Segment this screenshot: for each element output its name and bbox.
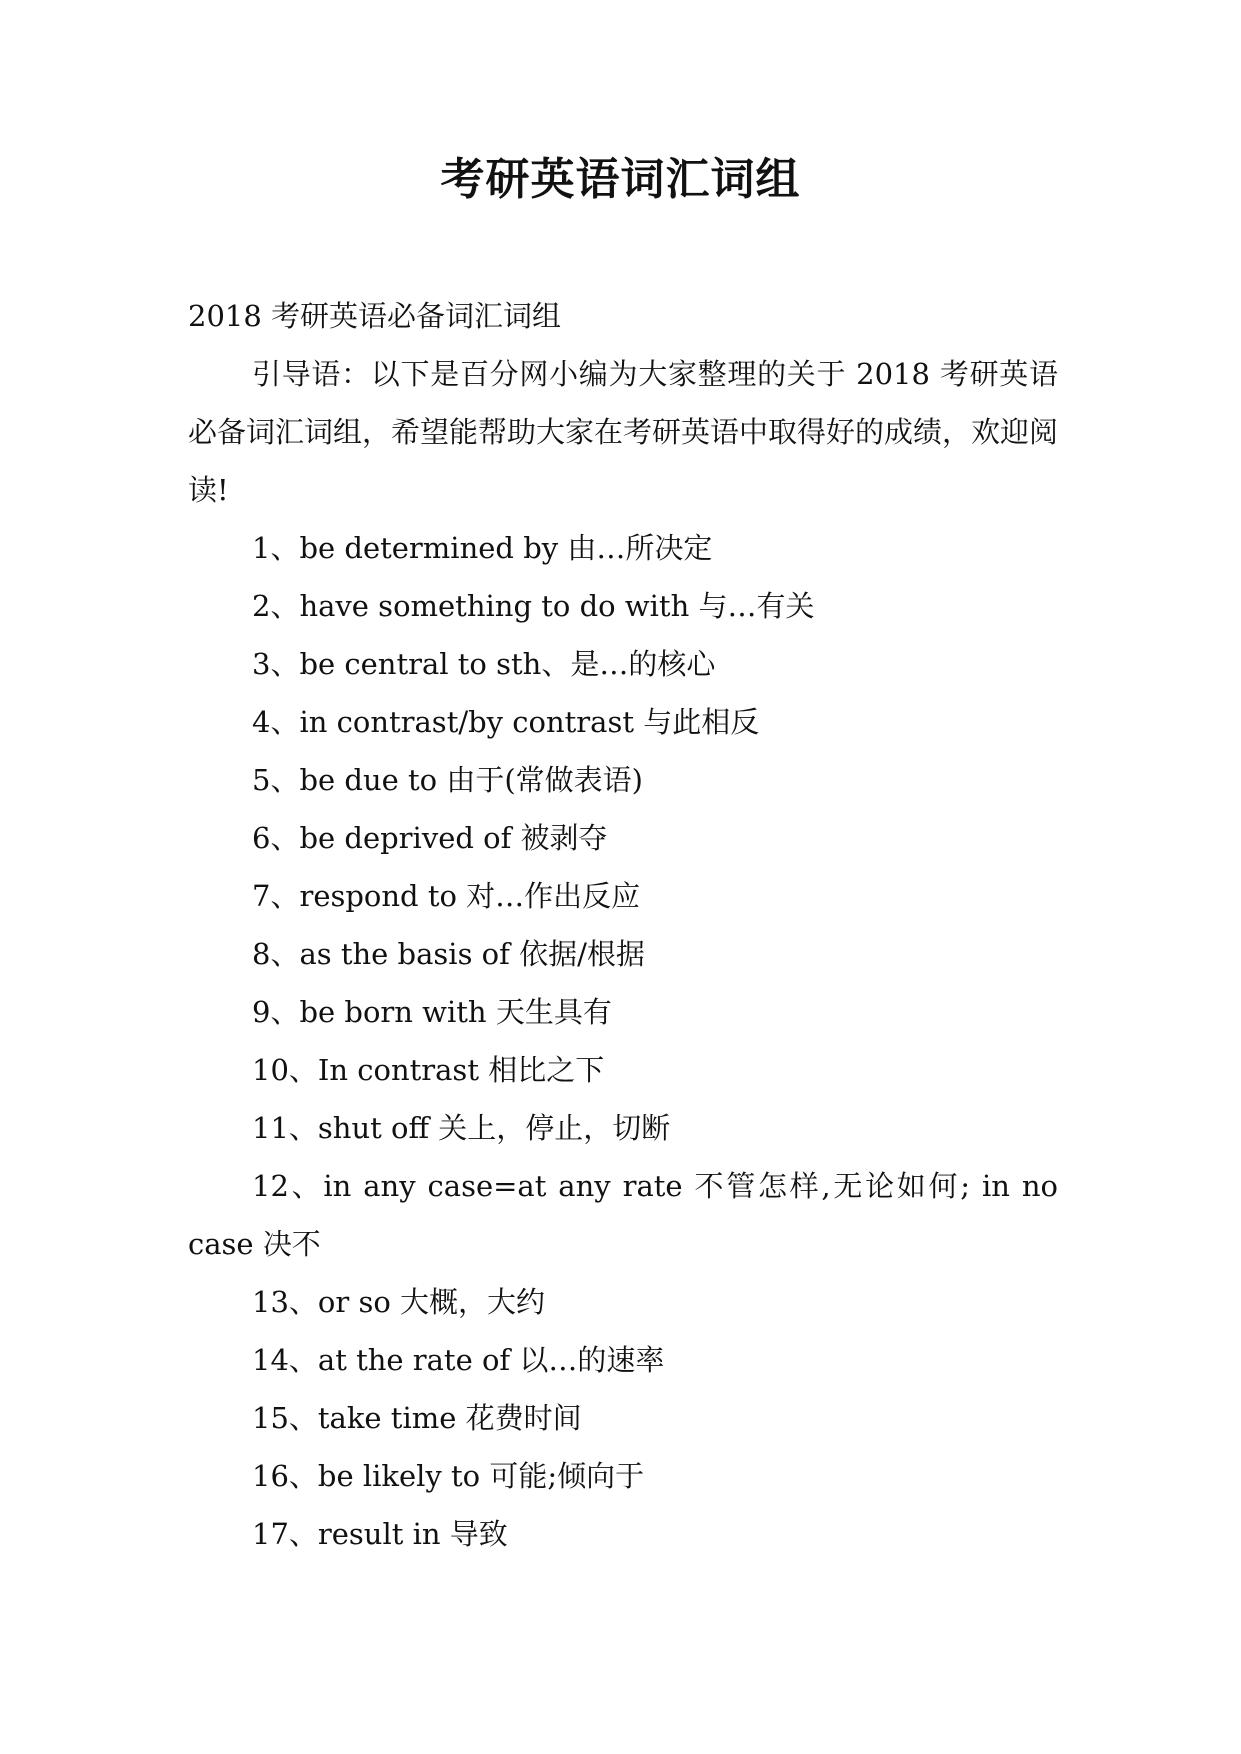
intro-paragraph: 引导语：以下是百分网小编为大家整理的关于 2018 考研英语必备词汇词组，希望能帮助大家在考研英语中取得好的成绩，欢迎阅读!: [188, 357, 1059, 507]
list-item: 14、at the rate of 以…的速率: [252, 1343, 665, 1377]
list-item: 10、In contrast 相比之下: [252, 1053, 605, 1087]
list-item: 17、result in 导致: [252, 1517, 508, 1551]
document-subtitle: 2018 考研英语必备词汇词组: [188, 299, 562, 333]
list-item: 8、as the basis of 依据/根据: [252, 937, 645, 971]
list-item: 16、be likely to 可能;倾向于: [252, 1459, 645, 1493]
list-item: 9、be born with 天生具有: [252, 995, 612, 1029]
list-item: 2、have something to do with 与…有关: [252, 589, 815, 623]
list-item: 15、take time 花费时间: [252, 1401, 582, 1435]
list-item: 12、in any case=at any rate 不管怎样,无论如何; in no case 决不: [188, 1169, 1058, 1261]
list-item: 1、be determined by 由…所决定: [252, 531, 713, 565]
list-item: 3、be central to sth、是…的核心: [252, 647, 716, 681]
document-body: [188, 287, 1058, 1563]
list-item: 11、shut off 关上，停止，切断: [252, 1111, 671, 1145]
list-item: 13、or so 大概，大约: [252, 1285, 546, 1319]
list-item: 5、be due to 由于(常做表语): [252, 763, 643, 797]
list-item: 7、respond to 对…作出反应: [252, 879, 641, 913]
document-title: 考研英语词汇词组: [440, 154, 801, 205]
list-item: 4、in contrast/by contrast 与此相反: [252, 705, 760, 739]
list-item: 6、be deprived of 被剥夺: [252, 821, 608, 855]
